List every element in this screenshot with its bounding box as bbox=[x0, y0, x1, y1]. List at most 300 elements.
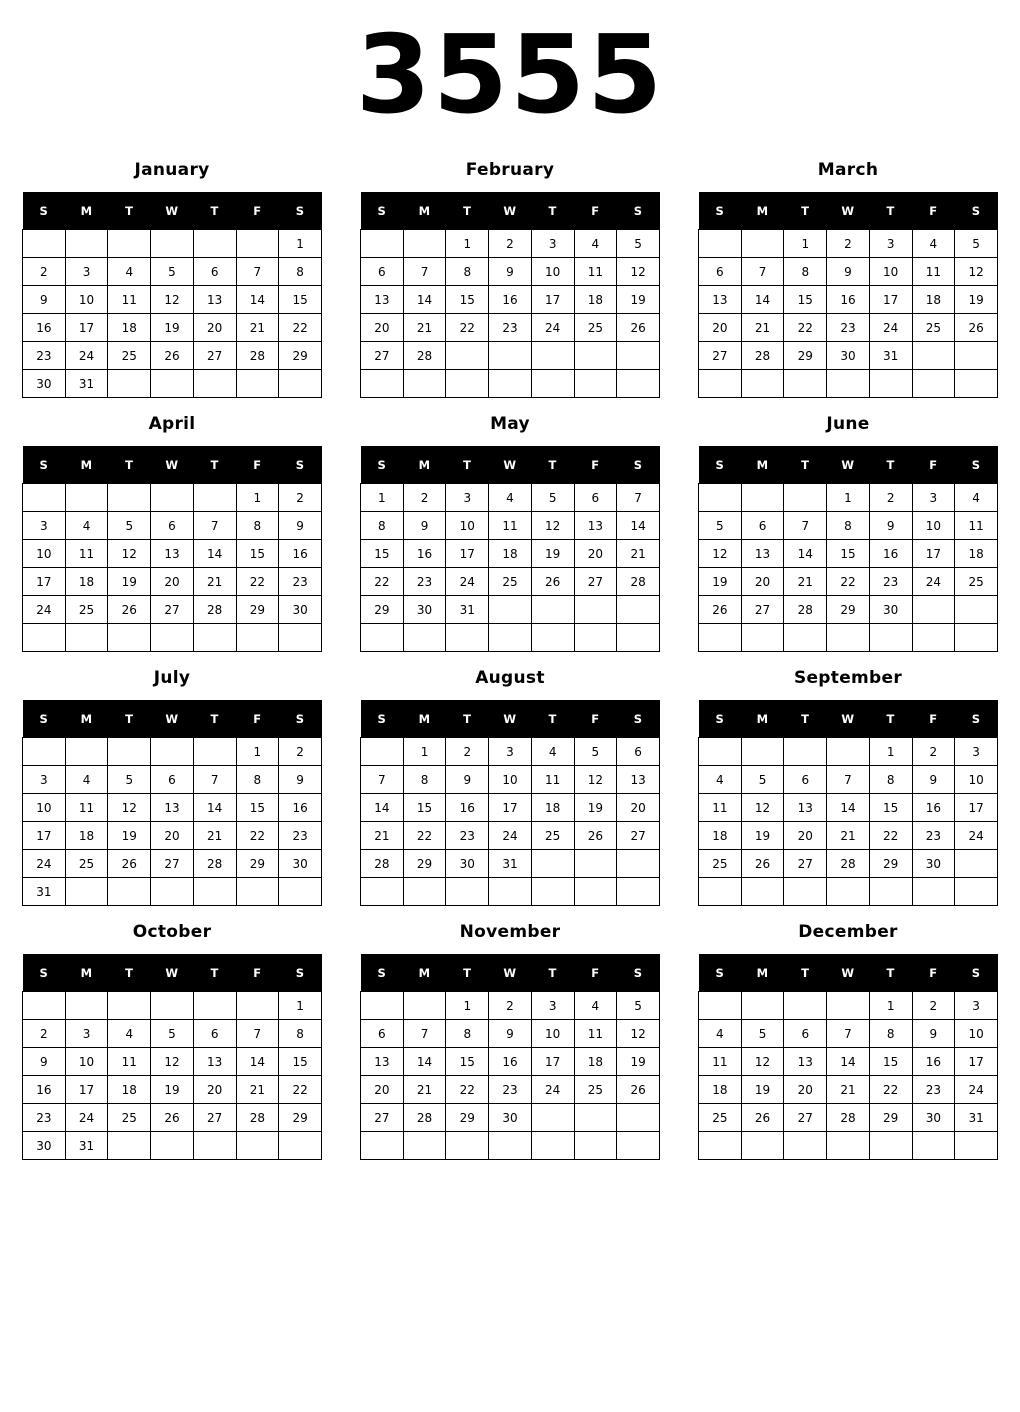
day-cell[interactable]: 18 bbox=[489, 540, 532, 568]
day-cell[interactable]: 28 bbox=[403, 1104, 446, 1132]
day-cell[interactable]: 5 bbox=[955, 230, 998, 258]
day-cell[interactable]: 13 bbox=[193, 286, 236, 314]
day-cell[interactable]: 26 bbox=[741, 1104, 784, 1132]
day-cell[interactable]: 19 bbox=[741, 822, 784, 850]
day-cell[interactable]: 24 bbox=[869, 314, 912, 342]
day-cell[interactable]: 1 bbox=[279, 230, 322, 258]
day-cell[interactable]: 3 bbox=[531, 992, 574, 1020]
day-cell[interactable]: 27 bbox=[699, 342, 742, 370]
day-cell[interactable]: 28 bbox=[361, 850, 404, 878]
day-cell[interactable]: 19 bbox=[108, 822, 151, 850]
day-cell[interactable]: 26 bbox=[531, 568, 574, 596]
day-cell[interactable]: 28 bbox=[827, 850, 870, 878]
day-cell[interactable]: 15 bbox=[446, 1048, 489, 1076]
day-cell[interactable]: 9 bbox=[403, 512, 446, 540]
day-cell[interactable]: 14 bbox=[236, 1048, 279, 1076]
day-cell[interactable]: 17 bbox=[23, 568, 66, 596]
day-cell[interactable]: 14 bbox=[827, 794, 870, 822]
day-cell[interactable]: 1 bbox=[403, 738, 446, 766]
day-cell[interactable]: 7 bbox=[741, 258, 784, 286]
day-cell[interactable]: 24 bbox=[65, 1104, 108, 1132]
day-cell[interactable]: 7 bbox=[403, 1020, 446, 1048]
day-cell[interactable]: 28 bbox=[193, 850, 236, 878]
day-cell[interactable]: 13 bbox=[784, 1048, 827, 1076]
day-cell[interactable]: 27 bbox=[151, 596, 194, 624]
day-cell[interactable]: 8 bbox=[279, 258, 322, 286]
day-cell[interactable]: 23 bbox=[403, 568, 446, 596]
day-cell[interactable]: 11 bbox=[108, 1048, 151, 1076]
day-cell[interactable]: 23 bbox=[489, 314, 532, 342]
day-cell[interactable]: 5 bbox=[531, 484, 574, 512]
day-cell[interactable]: 13 bbox=[151, 794, 194, 822]
day-cell[interactable]: 24 bbox=[531, 314, 574, 342]
day-cell[interactable]: 20 bbox=[741, 568, 784, 596]
day-cell[interactable]: 6 bbox=[699, 258, 742, 286]
day-cell[interactable]: 2 bbox=[279, 484, 322, 512]
day-cell[interactable]: 26 bbox=[955, 314, 998, 342]
day-cell[interactable]: 4 bbox=[108, 258, 151, 286]
day-cell[interactable]: 10 bbox=[446, 512, 489, 540]
day-cell[interactable]: 30 bbox=[279, 596, 322, 624]
day-cell[interactable]: 21 bbox=[741, 314, 784, 342]
day-cell[interactable]: 21 bbox=[193, 822, 236, 850]
day-cell[interactable]: 18 bbox=[955, 540, 998, 568]
day-cell[interactable]: 31 bbox=[65, 1132, 108, 1160]
day-cell[interactable]: 29 bbox=[403, 850, 446, 878]
day-cell[interactable]: 16 bbox=[446, 794, 489, 822]
day-cell[interactable]: 19 bbox=[955, 286, 998, 314]
day-cell[interactable]: 30 bbox=[403, 596, 446, 624]
day-cell[interactable]: 8 bbox=[236, 512, 279, 540]
day-cell[interactable]: 14 bbox=[403, 286, 446, 314]
day-cell[interactable]: 9 bbox=[23, 1048, 66, 1076]
day-cell[interactable]: 3 bbox=[955, 992, 998, 1020]
day-cell[interactable]: 3 bbox=[65, 1020, 108, 1048]
day-cell[interactable]: 15 bbox=[403, 794, 446, 822]
day-cell[interactable]: 4 bbox=[65, 766, 108, 794]
day-cell[interactable]: 27 bbox=[151, 850, 194, 878]
day-cell[interactable]: 8 bbox=[869, 766, 912, 794]
day-cell[interactable]: 10 bbox=[65, 1048, 108, 1076]
day-cell[interactable]: 3 bbox=[65, 258, 108, 286]
day-cell[interactable]: 23 bbox=[446, 822, 489, 850]
day-cell[interactable]: 1 bbox=[446, 230, 489, 258]
day-cell[interactable]: 19 bbox=[151, 314, 194, 342]
day-cell[interactable]: 22 bbox=[279, 1076, 322, 1104]
day-cell[interactable]: 13 bbox=[784, 794, 827, 822]
day-cell[interactable]: 4 bbox=[531, 738, 574, 766]
day-cell[interactable]: 21 bbox=[236, 314, 279, 342]
day-cell[interactable]: 2 bbox=[446, 738, 489, 766]
day-cell[interactable]: 29 bbox=[361, 596, 404, 624]
day-cell[interactable]: 6 bbox=[784, 766, 827, 794]
day-cell[interactable]: 10 bbox=[531, 258, 574, 286]
day-cell[interactable]: 22 bbox=[236, 822, 279, 850]
day-cell[interactable]: 9 bbox=[489, 1020, 532, 1048]
day-cell[interactable]: 31 bbox=[23, 878, 66, 906]
day-cell[interactable]: 20 bbox=[151, 568, 194, 596]
day-cell[interactable]: 8 bbox=[827, 512, 870, 540]
day-cell[interactable]: 13 bbox=[361, 1048, 404, 1076]
day-cell[interactable]: 18 bbox=[699, 1076, 742, 1104]
day-cell[interactable]: 24 bbox=[446, 568, 489, 596]
day-cell[interactable]: 17 bbox=[65, 1076, 108, 1104]
day-cell[interactable]: 8 bbox=[869, 1020, 912, 1048]
day-cell[interactable]: 25 bbox=[699, 850, 742, 878]
day-cell[interactable]: 9 bbox=[23, 286, 66, 314]
day-cell[interactable]: 13 bbox=[193, 1048, 236, 1076]
day-cell[interactable]: 30 bbox=[446, 850, 489, 878]
day-cell[interactable]: 23 bbox=[279, 568, 322, 596]
day-cell[interactable]: 26 bbox=[617, 314, 660, 342]
day-cell[interactable]: 26 bbox=[151, 1104, 194, 1132]
day-cell[interactable]: 4 bbox=[108, 1020, 151, 1048]
day-cell[interactable]: 16 bbox=[23, 1076, 66, 1104]
day-cell[interactable]: 23 bbox=[23, 1104, 66, 1132]
day-cell[interactable]: 17 bbox=[955, 794, 998, 822]
day-cell[interactable]: 6 bbox=[193, 258, 236, 286]
day-cell[interactable]: 2 bbox=[827, 230, 870, 258]
day-cell[interactable]: 7 bbox=[236, 1020, 279, 1048]
day-cell[interactable]: 4 bbox=[574, 992, 617, 1020]
day-cell[interactable]: 11 bbox=[108, 286, 151, 314]
day-cell[interactable]: 1 bbox=[279, 992, 322, 1020]
day-cell[interactable]: 2 bbox=[912, 738, 955, 766]
day-cell[interactable]: 29 bbox=[279, 342, 322, 370]
day-cell[interactable]: 30 bbox=[827, 342, 870, 370]
day-cell[interactable]: 17 bbox=[446, 540, 489, 568]
day-cell[interactable]: 4 bbox=[699, 766, 742, 794]
day-cell[interactable]: 16 bbox=[489, 286, 532, 314]
day-cell[interactable]: 2 bbox=[912, 992, 955, 1020]
day-cell[interactable]: 29 bbox=[869, 850, 912, 878]
day-cell[interactable]: 5 bbox=[741, 766, 784, 794]
day-cell[interactable]: 24 bbox=[65, 342, 108, 370]
day-cell[interactable]: 28 bbox=[617, 568, 660, 596]
day-cell[interactable]: 4 bbox=[574, 230, 617, 258]
day-cell[interactable]: 23 bbox=[869, 568, 912, 596]
day-cell[interactable]: 3 bbox=[446, 484, 489, 512]
day-cell[interactable]: 27 bbox=[784, 850, 827, 878]
day-cell[interactable]: 11 bbox=[574, 258, 617, 286]
day-cell[interactable]: 23 bbox=[23, 342, 66, 370]
day-cell[interactable]: 14 bbox=[361, 794, 404, 822]
day-cell[interactable]: 20 bbox=[361, 314, 404, 342]
day-cell[interactable]: 15 bbox=[869, 1048, 912, 1076]
day-cell[interactable]: 27 bbox=[617, 822, 660, 850]
day-cell[interactable]: 12 bbox=[574, 766, 617, 794]
day-cell[interactable]: 12 bbox=[108, 794, 151, 822]
day-cell[interactable]: 12 bbox=[151, 286, 194, 314]
day-cell[interactable]: 20 bbox=[361, 1076, 404, 1104]
day-cell[interactable]: 8 bbox=[784, 258, 827, 286]
day-cell[interactable]: 19 bbox=[108, 568, 151, 596]
day-cell[interactable]: 6 bbox=[361, 258, 404, 286]
day-cell[interactable]: 22 bbox=[236, 568, 279, 596]
day-cell[interactable]: 7 bbox=[193, 512, 236, 540]
day-cell[interactable]: 6 bbox=[741, 512, 784, 540]
day-cell[interactable]: 11 bbox=[955, 512, 998, 540]
day-cell[interactable]: 14 bbox=[827, 1048, 870, 1076]
day-cell[interactable]: 18 bbox=[574, 286, 617, 314]
day-cell[interactable]: 17 bbox=[912, 540, 955, 568]
day-cell[interactable]: 29 bbox=[279, 1104, 322, 1132]
day-cell[interactable]: 6 bbox=[151, 512, 194, 540]
day-cell[interactable]: 3 bbox=[531, 230, 574, 258]
day-cell[interactable]: 29 bbox=[827, 596, 870, 624]
day-cell[interactable]: 28 bbox=[236, 1104, 279, 1132]
day-cell[interactable]: 19 bbox=[617, 1048, 660, 1076]
day-cell[interactable]: 28 bbox=[236, 342, 279, 370]
day-cell[interactable]: 15 bbox=[361, 540, 404, 568]
day-cell[interactable]: 4 bbox=[489, 484, 532, 512]
day-cell[interactable]: 15 bbox=[279, 1048, 322, 1076]
day-cell[interactable]: 30 bbox=[23, 1132, 66, 1160]
day-cell[interactable]: 5 bbox=[617, 992, 660, 1020]
day-cell[interactable]: 20 bbox=[617, 794, 660, 822]
day-cell[interactable]: 28 bbox=[741, 342, 784, 370]
day-cell[interactable]: 31 bbox=[446, 596, 489, 624]
day-cell[interactable]: 2 bbox=[403, 484, 446, 512]
day-cell[interactable]: 2 bbox=[279, 738, 322, 766]
day-cell[interactable]: 30 bbox=[869, 596, 912, 624]
day-cell[interactable]: 31 bbox=[869, 342, 912, 370]
day-cell[interactable]: 25 bbox=[489, 568, 532, 596]
day-cell[interactable]: 9 bbox=[279, 766, 322, 794]
day-cell[interactable]: 3 bbox=[955, 738, 998, 766]
day-cell[interactable]: 18 bbox=[912, 286, 955, 314]
day-cell[interactable]: 21 bbox=[193, 568, 236, 596]
day-cell[interactable]: 4 bbox=[912, 230, 955, 258]
day-cell[interactable]: 17 bbox=[489, 794, 532, 822]
day-cell[interactable]: 1 bbox=[869, 738, 912, 766]
day-cell[interactable]: 26 bbox=[108, 596, 151, 624]
day-cell[interactable]: 4 bbox=[699, 1020, 742, 1048]
day-cell[interactable]: 9 bbox=[279, 512, 322, 540]
day-cell[interactable]: 26 bbox=[151, 342, 194, 370]
day-cell[interactable]: 30 bbox=[489, 1104, 532, 1132]
day-cell[interactable]: 24 bbox=[955, 822, 998, 850]
day-cell[interactable]: 12 bbox=[955, 258, 998, 286]
day-cell[interactable]: 23 bbox=[912, 1076, 955, 1104]
day-cell[interactable]: 21 bbox=[361, 822, 404, 850]
day-cell[interactable]: 15 bbox=[869, 794, 912, 822]
day-cell[interactable]: 13 bbox=[617, 766, 660, 794]
day-cell[interactable]: 20 bbox=[193, 1076, 236, 1104]
day-cell[interactable]: 31 bbox=[65, 370, 108, 398]
day-cell[interactable]: 22 bbox=[827, 568, 870, 596]
day-cell[interactable]: 24 bbox=[23, 596, 66, 624]
day-cell[interactable]: 7 bbox=[617, 484, 660, 512]
day-cell[interactable]: 16 bbox=[827, 286, 870, 314]
day-cell[interactable]: 17 bbox=[869, 286, 912, 314]
day-cell[interactable]: 14 bbox=[741, 286, 784, 314]
day-cell[interactable]: 16 bbox=[279, 794, 322, 822]
day-cell[interactable]: 14 bbox=[236, 286, 279, 314]
day-cell[interactable]: 16 bbox=[403, 540, 446, 568]
day-cell[interactable]: 3 bbox=[23, 512, 66, 540]
day-cell[interactable]: 20 bbox=[151, 822, 194, 850]
day-cell[interactable]: 1 bbox=[446, 992, 489, 1020]
day-cell[interactable]: 19 bbox=[531, 540, 574, 568]
day-cell[interactable]: 12 bbox=[531, 512, 574, 540]
day-cell[interactable]: 22 bbox=[869, 822, 912, 850]
day-cell[interactable]: 29 bbox=[236, 850, 279, 878]
day-cell[interactable]: 10 bbox=[65, 286, 108, 314]
day-cell[interactable]: 5 bbox=[151, 258, 194, 286]
day-cell[interactable]: 19 bbox=[617, 286, 660, 314]
day-cell[interactable]: 22 bbox=[869, 1076, 912, 1104]
day-cell[interactable]: 15 bbox=[446, 286, 489, 314]
day-cell[interactable]: 13 bbox=[699, 286, 742, 314]
day-cell[interactable]: 23 bbox=[279, 822, 322, 850]
day-cell[interactable]: 10 bbox=[489, 766, 532, 794]
day-cell[interactable]: 25 bbox=[699, 1104, 742, 1132]
day-cell[interactable]: 27 bbox=[361, 1104, 404, 1132]
day-cell[interactable]: 2 bbox=[869, 484, 912, 512]
day-cell[interactable]: 16 bbox=[23, 314, 66, 342]
day-cell[interactable]: 6 bbox=[193, 1020, 236, 1048]
day-cell[interactable]: 14 bbox=[617, 512, 660, 540]
day-cell[interactable]: 9 bbox=[912, 766, 955, 794]
day-cell[interactable]: 11 bbox=[65, 540, 108, 568]
day-cell[interactable]: 12 bbox=[741, 1048, 784, 1076]
day-cell[interactable]: 24 bbox=[955, 1076, 998, 1104]
day-cell[interactable]: 17 bbox=[531, 1048, 574, 1076]
day-cell[interactable]: 19 bbox=[574, 794, 617, 822]
day-cell[interactable]: 18 bbox=[108, 1076, 151, 1104]
day-cell[interactable]: 28 bbox=[827, 1104, 870, 1132]
day-cell[interactable]: 22 bbox=[361, 568, 404, 596]
day-cell[interactable]: 16 bbox=[912, 794, 955, 822]
day-cell[interactable]: 5 bbox=[617, 230, 660, 258]
day-cell[interactable]: 26 bbox=[617, 1076, 660, 1104]
day-cell[interactable]: 21 bbox=[403, 314, 446, 342]
day-cell[interactable]: 6 bbox=[784, 1020, 827, 1048]
day-cell[interactable]: 15 bbox=[236, 540, 279, 568]
day-cell[interactable]: 9 bbox=[446, 766, 489, 794]
day-cell[interactable]: 2 bbox=[23, 1020, 66, 1048]
day-cell[interactable]: 21 bbox=[827, 1076, 870, 1104]
day-cell[interactable]: 4 bbox=[65, 512, 108, 540]
day-cell[interactable]: 20 bbox=[574, 540, 617, 568]
day-cell[interactable]: 31 bbox=[955, 1104, 998, 1132]
day-cell[interactable]: 7 bbox=[361, 766, 404, 794]
day-cell[interactable]: 9 bbox=[869, 512, 912, 540]
day-cell[interactable]: 7 bbox=[784, 512, 827, 540]
day-cell[interactable]: 6 bbox=[574, 484, 617, 512]
day-cell[interactable]: 17 bbox=[65, 314, 108, 342]
day-cell[interactable]: 14 bbox=[193, 540, 236, 568]
day-cell[interactable]: 8 bbox=[279, 1020, 322, 1048]
day-cell[interactable]: 5 bbox=[699, 512, 742, 540]
day-cell[interactable]: 29 bbox=[446, 1104, 489, 1132]
day-cell[interactable]: 23 bbox=[912, 822, 955, 850]
day-cell[interactable]: 1 bbox=[784, 230, 827, 258]
day-cell[interactable]: 5 bbox=[741, 1020, 784, 1048]
day-cell[interactable]: 4 bbox=[955, 484, 998, 512]
day-cell[interactable]: 10 bbox=[955, 1020, 998, 1048]
day-cell[interactable]: 18 bbox=[574, 1048, 617, 1076]
day-cell[interactable]: 30 bbox=[23, 370, 66, 398]
day-cell[interactable]: 22 bbox=[279, 314, 322, 342]
day-cell[interactable]: 5 bbox=[574, 738, 617, 766]
day-cell[interactable]: 11 bbox=[489, 512, 532, 540]
day-cell[interactable]: 1 bbox=[236, 738, 279, 766]
day-cell[interactable]: 18 bbox=[699, 822, 742, 850]
day-cell[interactable]: 1 bbox=[236, 484, 279, 512]
day-cell[interactable]: 28 bbox=[403, 342, 446, 370]
day-cell[interactable]: 22 bbox=[446, 1076, 489, 1104]
day-cell[interactable]: 25 bbox=[912, 314, 955, 342]
day-cell[interactable]: 17 bbox=[531, 286, 574, 314]
day-cell[interactable]: 25 bbox=[65, 850, 108, 878]
day-cell[interactable]: 15 bbox=[827, 540, 870, 568]
day-cell[interactable]: 27 bbox=[574, 568, 617, 596]
day-cell[interactable]: 18 bbox=[108, 314, 151, 342]
day-cell[interactable]: 25 bbox=[574, 1076, 617, 1104]
day-cell[interactable]: 16 bbox=[279, 540, 322, 568]
day-cell[interactable]: 3 bbox=[869, 230, 912, 258]
day-cell[interactable]: 21 bbox=[827, 822, 870, 850]
day-cell[interactable]: 23 bbox=[489, 1076, 532, 1104]
day-cell[interactable]: 2 bbox=[23, 258, 66, 286]
day-cell[interactable]: 11 bbox=[912, 258, 955, 286]
day-cell[interactable]: 11 bbox=[65, 794, 108, 822]
day-cell[interactable]: 19 bbox=[151, 1076, 194, 1104]
day-cell[interactable]: 13 bbox=[361, 286, 404, 314]
day-cell[interactable]: 5 bbox=[108, 512, 151, 540]
day-cell[interactable]: 28 bbox=[193, 596, 236, 624]
day-cell[interactable]: 11 bbox=[699, 794, 742, 822]
day-cell[interactable]: 30 bbox=[912, 1104, 955, 1132]
day-cell[interactable]: 11 bbox=[574, 1020, 617, 1048]
day-cell[interactable]: 10 bbox=[955, 766, 998, 794]
day-cell[interactable]: 20 bbox=[784, 1076, 827, 1104]
day-cell[interactable]: 10 bbox=[531, 1020, 574, 1048]
day-cell[interactable]: 17 bbox=[955, 1048, 998, 1076]
day-cell[interactable]: 7 bbox=[193, 766, 236, 794]
day-cell[interactable]: 27 bbox=[784, 1104, 827, 1132]
day-cell[interactable]: 26 bbox=[574, 822, 617, 850]
day-cell[interactable]: 18 bbox=[65, 568, 108, 596]
day-cell[interactable]: 8 bbox=[446, 1020, 489, 1048]
day-cell[interactable]: 10 bbox=[23, 794, 66, 822]
day-cell[interactable]: 21 bbox=[784, 568, 827, 596]
day-cell[interactable]: 27 bbox=[361, 342, 404, 370]
day-cell[interactable]: 1 bbox=[361, 484, 404, 512]
day-cell[interactable]: 23 bbox=[827, 314, 870, 342]
day-cell[interactable]: 29 bbox=[236, 596, 279, 624]
day-cell[interactable]: 25 bbox=[108, 342, 151, 370]
day-cell[interactable]: 6 bbox=[151, 766, 194, 794]
day-cell[interactable]: 27 bbox=[741, 596, 784, 624]
day-cell[interactable]: 7 bbox=[827, 1020, 870, 1048]
day-cell[interactable]: 22 bbox=[784, 314, 827, 342]
day-cell[interactable]: 3 bbox=[912, 484, 955, 512]
day-cell[interactable]: 8 bbox=[446, 258, 489, 286]
day-cell[interactable]: 12 bbox=[108, 540, 151, 568]
day-cell[interactable]: 14 bbox=[403, 1048, 446, 1076]
day-cell[interactable]: 12 bbox=[617, 1020, 660, 1048]
day-cell[interactable]: 16 bbox=[912, 1048, 955, 1076]
day-cell[interactable]: 5 bbox=[108, 766, 151, 794]
day-cell[interactable]: 29 bbox=[784, 342, 827, 370]
day-cell[interactable]: 25 bbox=[574, 314, 617, 342]
day-cell[interactable]: 8 bbox=[236, 766, 279, 794]
day-cell[interactable]: 26 bbox=[108, 850, 151, 878]
day-cell[interactable]: 27 bbox=[193, 1104, 236, 1132]
